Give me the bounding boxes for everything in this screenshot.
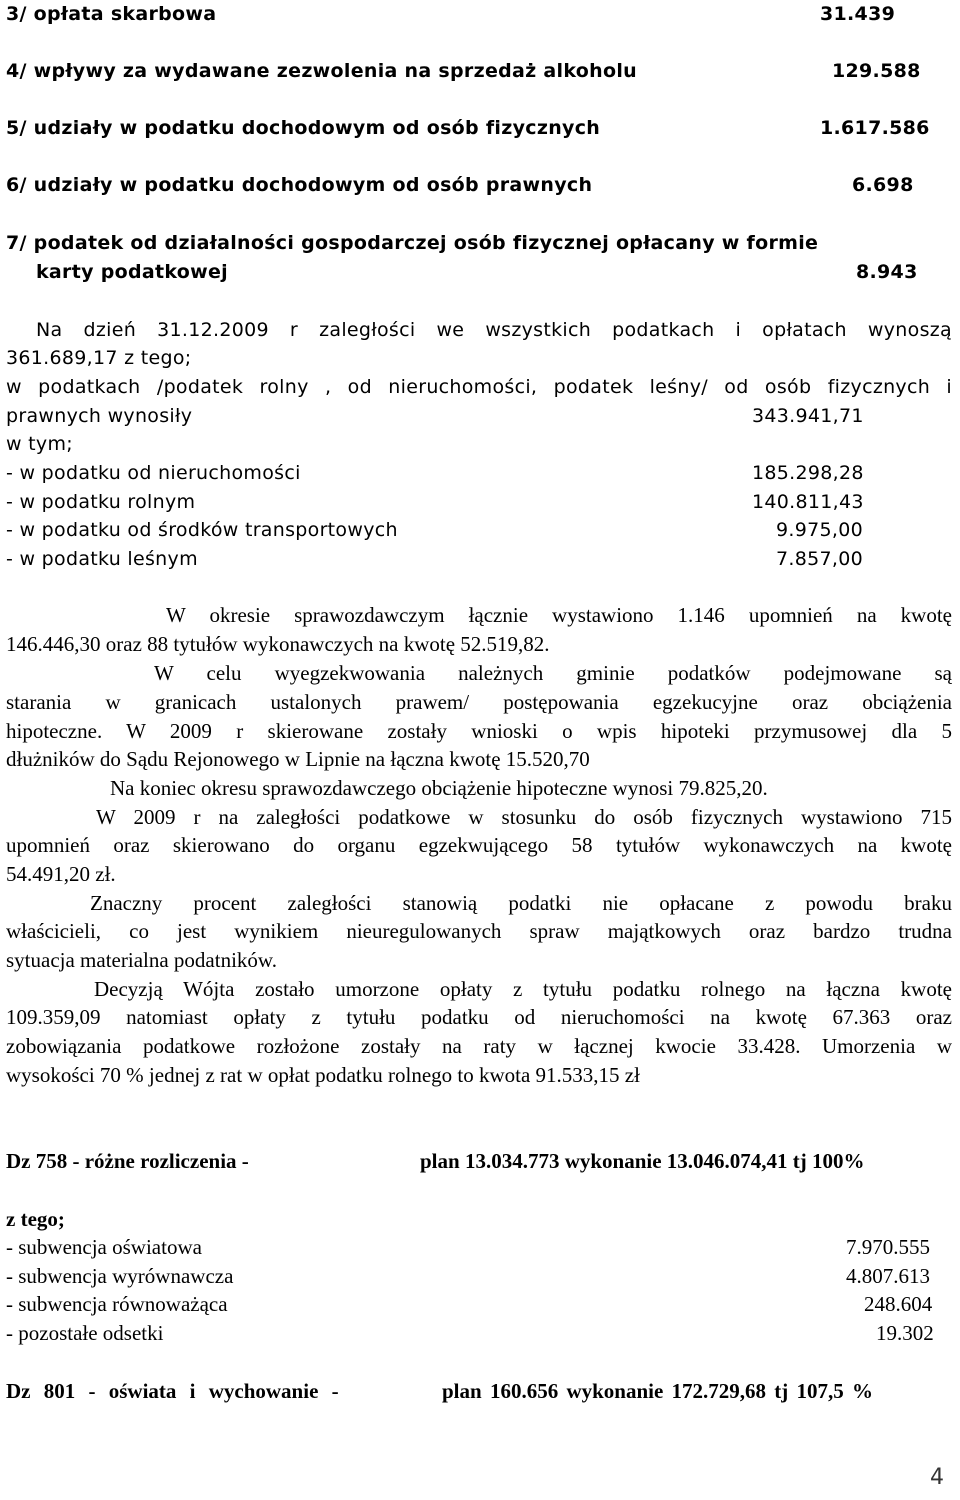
paragraph-line: W 2009 r na zaległości podatkowe w stosunku do osób fizycznych wystawiono 715 [96, 805, 952, 829]
tax-item-amount: 129.588 [832, 60, 921, 82]
arrears-item: - w podatku rolnym 140.811,43 [6, 491, 864, 513]
paragraph-line: sytuacja materialna podatników. [6, 948, 277, 972]
arrears-line: prawnych wynosiły 343.941,71 [6, 405, 864, 427]
tax-item-amount: 6.698 [852, 174, 914, 196]
paragraph-line: właścicieli, co jest wynikiem nieuregulowanych spraw majątkowych oraz bardzo trudna [6, 919, 952, 943]
tax-item: 3/ opłata skarbowa 31.439 [6, 3, 896, 25]
arrears-amount: 185.298,28 [752, 462, 864, 484]
arrears-amount: 343.941,71 [752, 405, 864, 427]
page-number: 4 [930, 1465, 944, 1490]
paragraph-line: 54.491,20 zł. [6, 862, 116, 886]
arrears-amount: 7.857,00 [776, 548, 864, 570]
section-plan: plan 160.656 wykonanie 172.729,68 tj 107,5 % [442, 1379, 874, 1403]
section-heading-dz758: Dz 758 - różne rozliczenia - plan 13.034.773 wykonanie 13.046.074,41 tj 100% [6, 1149, 865, 1173]
tax-item-amount: 8.943 [856, 261, 918, 283]
paragraph-line: starania w granicach ustalonych prawem/ postępowania egzekucyjne oraz obciążenia [6, 690, 952, 714]
paragraph-line: 146.446,30 oraz 88 tytułów wykonawczych na kwotę 52.519,82. [6, 632, 550, 656]
arrears-total: 361.689,17 z tego; [6, 347, 192, 369]
tax-item-amount: 31.439 [820, 3, 896, 25]
section-heading-dz801: Dz 801 - oświata i wychowanie - plan 160.656 wykonanie 172.729,68 tj 107,5 % [6, 1379, 874, 1403]
paragraph-line: W okresie sprawozdawczym łącznie wystawiono 1.146 upomnień na kwotę [166, 603, 952, 627]
tax-item-amount: 1.617.586 [820, 117, 930, 139]
tax-item: 4/ wpływy za wydawane zezwolenia na sprzedaż alkoholu 129.588 [6, 60, 921, 82]
paragraph-line: upomnień oraz skierowano do organu egzekwującego 58 tytułów wykonawczych na kwotę [6, 833, 952, 857]
arrears-amount: 140.811,43 [752, 491, 864, 513]
tax-item-cont: karty podatkowej 8.943 [36, 261, 918, 283]
paragraph-line: zobowiązania podatkowe rozłożone zostały na raty w łącznej kwocie 33.428. Umorzenia w [6, 1034, 952, 1058]
arrears-item: - w podatku leśnym 7.857,00 [6, 548, 864, 570]
arrears-item: - w podatku od środków transportowych 9.975,00 [6, 519, 864, 541]
section-intro: z tego; [6, 1207, 65, 1231]
paragraph-line: W celu wyegzekwowania należnych gminie podatków podejmowane są [154, 661, 952, 685]
paragraph-line: Znaczny procent zaległości stanowią podatki nie opłacane z powodu braku [90, 891, 952, 915]
arrears-intro: Na dzień 31.12.2009 r zaległości we wszystkich podatkach i opłatach wynoszą [36, 319, 952, 341]
arrears-line: w podatkach /podatek rolny , od nieruchomości, podatek leśny/ od osób fizycznych i [6, 376, 952, 398]
subsidy-item: - subwencja oświatowa 7.970.555 [6, 1235, 930, 1259]
subsidy-amount: 7.970.555 [846, 1235, 930, 1259]
paragraph-line: 109.359,09 natomiast opłaty z tytułu podatku od nieruchomości na kwotę 67.363 oraz [6, 1005, 952, 1029]
paragraph-line: wysokości 70 % jednej z rat w opłat podatku rolnego to kwota 91.533,15 zł [6, 1063, 640, 1087]
paragraph-line: Na koniec okresu sprawozdawczego obciążenie hipoteczne wynosi 79.825,20. [110, 776, 768, 800]
paragraph-line: Decyzją Wójta zostało umorzone opłaty z tytułu podatku rolnego na łączna kwotę [94, 977, 952, 1001]
subsidy-amount: 19.302 [876, 1321, 934, 1345]
tax-item: 6/ udziały w podatku dochodowym od osób prawnych 6.698 [6, 174, 914, 196]
tax-item: 5/ udziały w podatku dochodowym od osób fizycznych 1.617.586 [6, 117, 930, 139]
subsidy-amount: 248.604 [864, 1292, 933, 1316]
subsidy-amount: 4.807.613 [846, 1264, 930, 1288]
subsidy-item: - pozostałe odsetki 19.302 [6, 1321, 934, 1345]
arrears-line: w tym; [6, 433, 73, 455]
section-plan: plan 13.034.773 wykonanie 13.046.074,41 tj 100% [420, 1149, 865, 1173]
arrears-amount: 9.975,00 [776, 519, 864, 541]
tax-item: 7/ podatek od działalności gospodarczej osób fizycznej opłacany w formie [6, 232, 819, 254]
paragraph-line: hipoteczne. W 2009 r skierowane zostały wnioski o wpis hipoteki przymusowej dla 5 [6, 719, 952, 743]
subsidy-item: - subwencja równoważąca 248.604 [6, 1292, 933, 1316]
arrears-item: - w podatku od nieruchomości 185.298,28 [6, 462, 864, 484]
subsidy-item: - subwencja wyrównawcza 4.807.613 [6, 1264, 930, 1288]
paragraph-line: dłużników do Sądu Rejonowego w Lipnie na łączna kwotę 15.520,70 [6, 747, 590, 771]
